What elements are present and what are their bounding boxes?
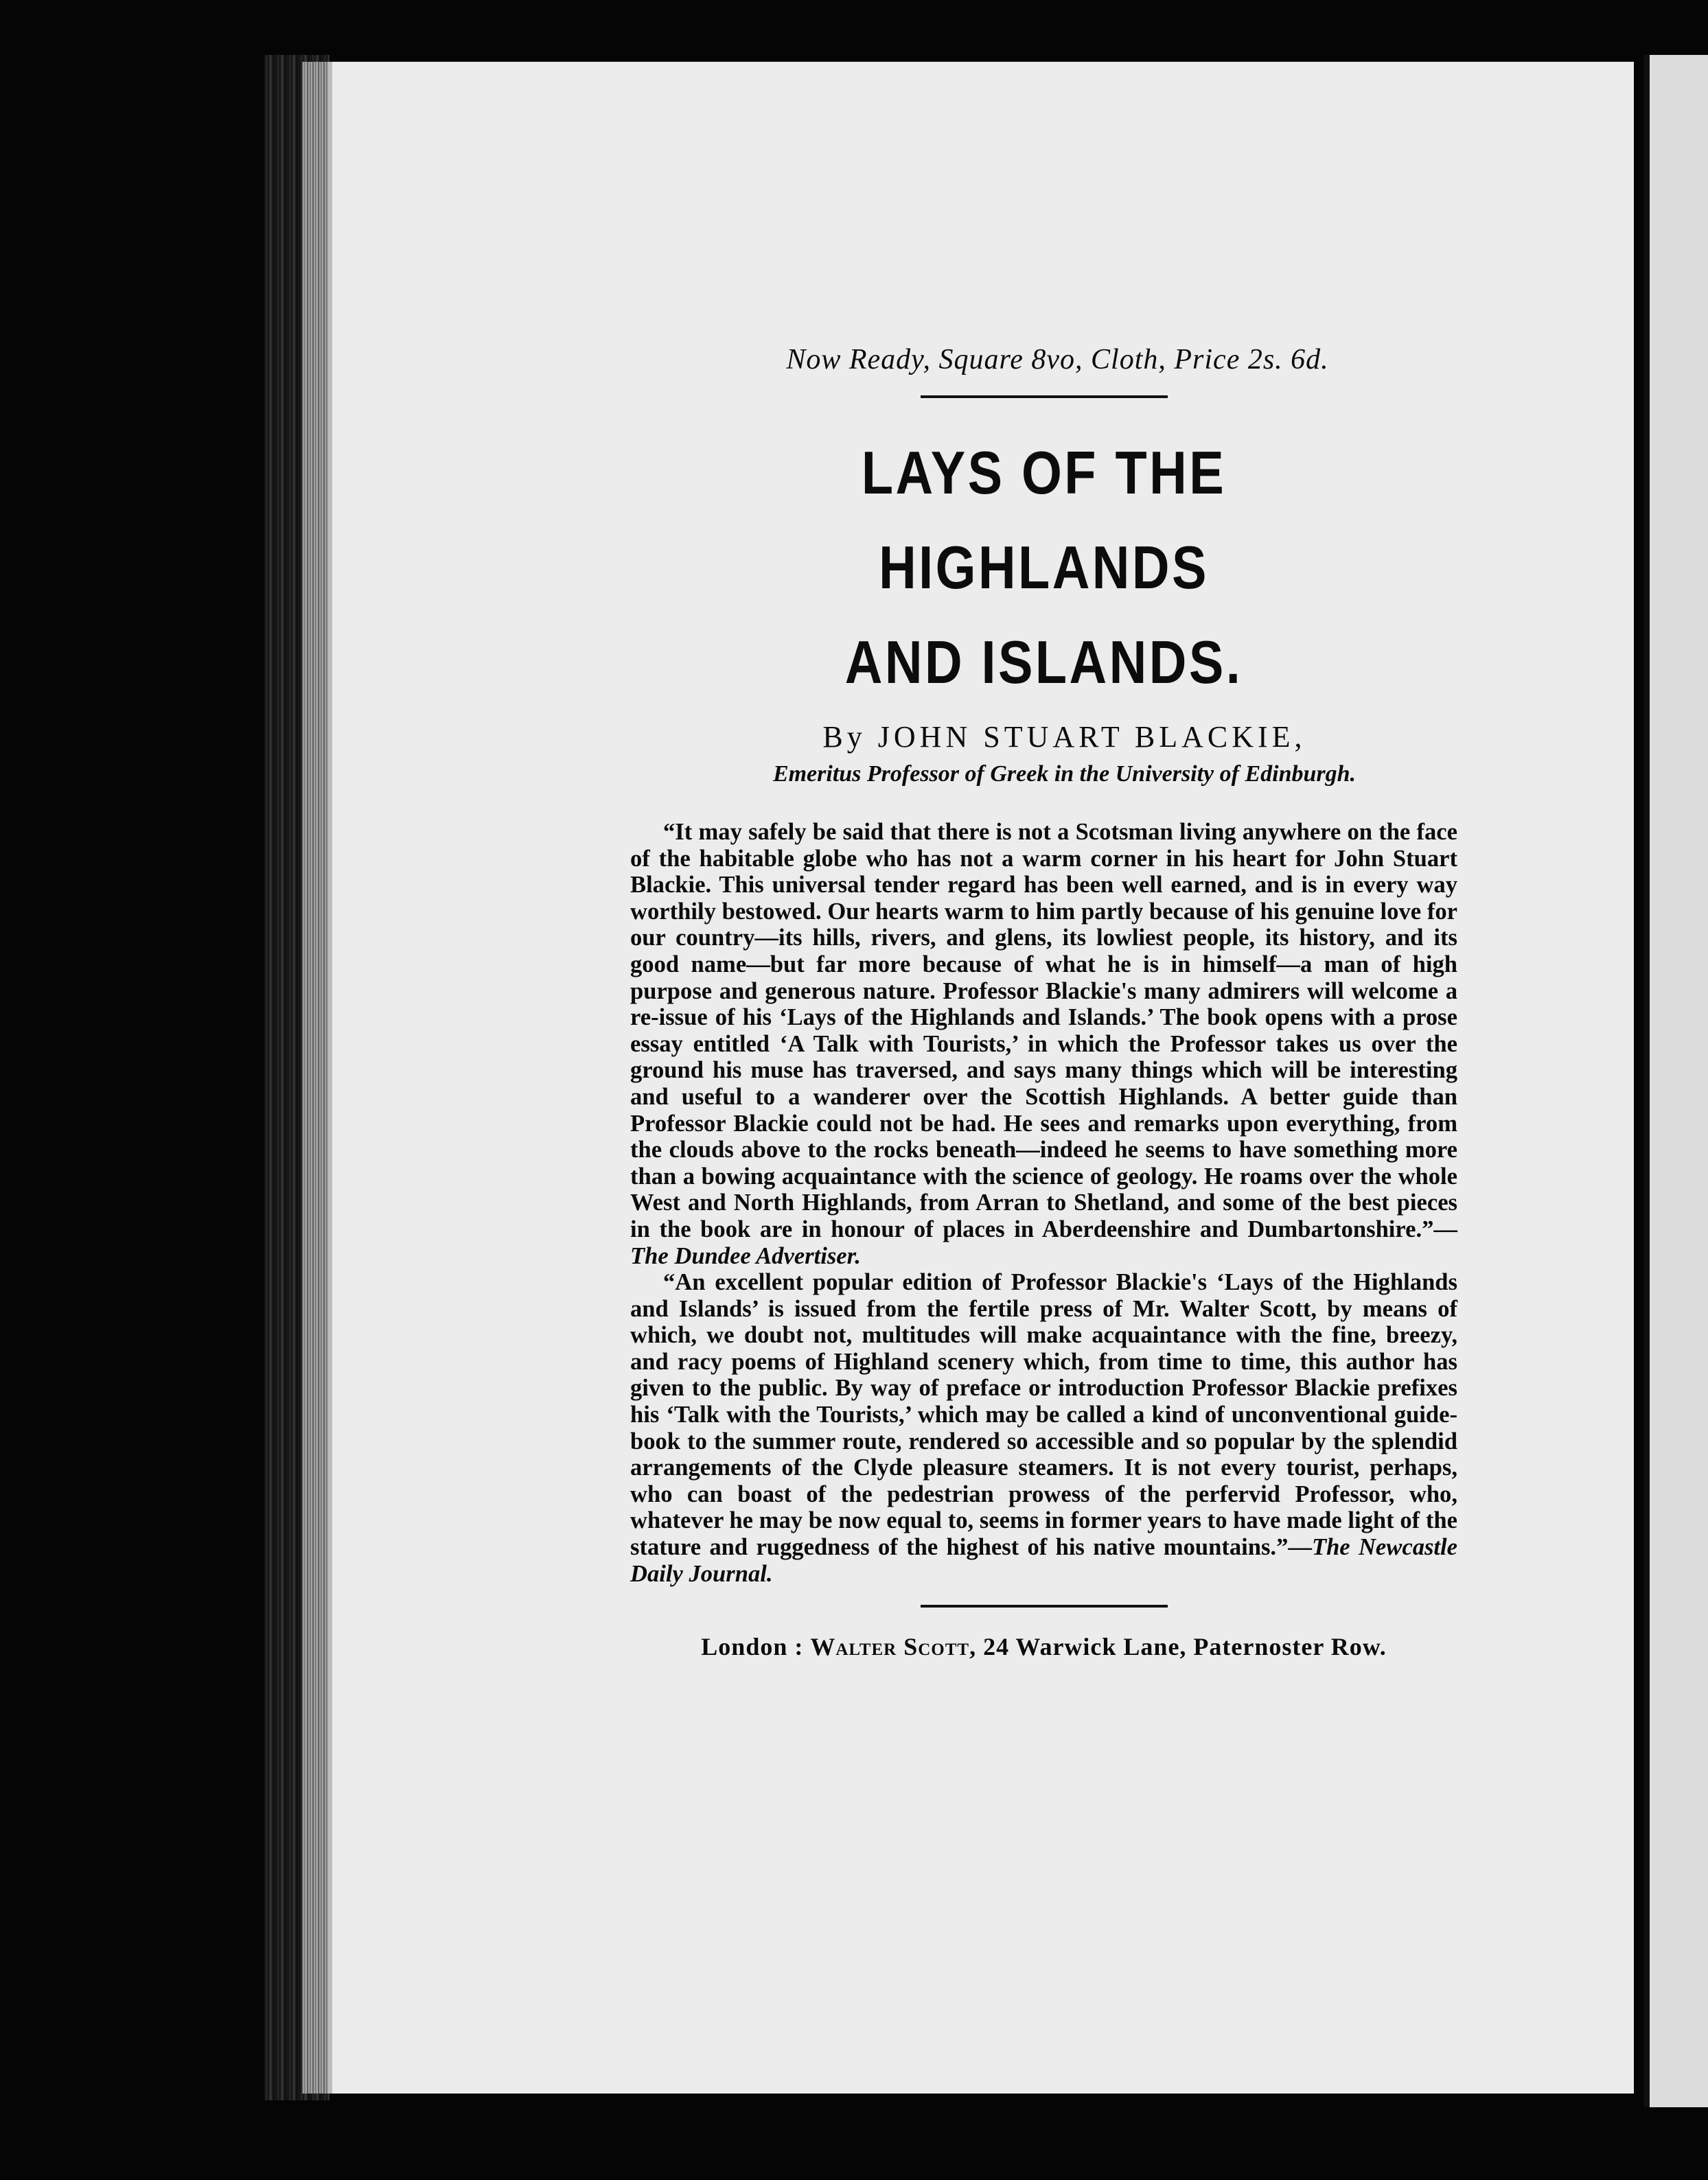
- book-title-line-1: LAYS OF THE HIGHLANDS: [861, 439, 1227, 601]
- adjacent-page: [1644, 55, 1708, 2107]
- review-text: “It may safely be said that there is not a Scotsman living anywhere on the face of the habitable globe who has not a warm corner in his heart for John Stuart Blackie. This universal tender regard has been well earned, and is in every way worthily bestowed. Our hearts warm to him partly because of his genuine love for our country—its hills, rivers, and glens, its lowliest people, its history, and its good name—but far more because of what he is in himself—a man of high purpose and generous nature. Professor Blackie's many admirers will welcome a re-issue of his ‘Lays of the Highlands and Islands.’ The book opens with a prose essay entitled ‘A Talk with Tourists,’ in which the Professor takes us over the ground his muse has traversed, and says many things which will be interesting and useful to a wanderer over the Scottish Highlands. A better guide than Professor Blackie could not be had. He sees and remarks upon everything, from the clouds above to the rocks beneath—indeed he seems to have something more than a bowing acquaintance with the science of geology. He roams over the whole West and North Highlands, from Arran to Shetland, and some of the best pieces in the book are in honour of places in Aberdeenshire and Dumbartonshire.”—: [630, 819, 1457, 1242]
- review-quote-1: [630, 819, 1457, 1269]
- publisher-name: Walter Scott: [810, 1633, 970, 1661]
- publisher-address: , 24 Warwick Lane, Paternoster Row.: [969, 1633, 1387, 1661]
- author-byline: By JOHN STUART BLACKIE,: [822, 720, 1306, 754]
- publisher-imprint: [630, 1632, 1457, 1661]
- book-title-line-2: AND ISLANDS.: [844, 628, 1243, 696]
- advertisement-content: [630, 343, 1457, 1686]
- page-edges: [302, 62, 330, 2094]
- review-quote-2: [630, 1269, 1457, 1587]
- author-credentials: Emeritus Professor of Greek in the University of Edinburgh.: [772, 761, 1357, 787]
- announcement-line: Now Ready, Square 8vo, Cloth, Price 2s. 6d.: [786, 344, 1329, 375]
- review-source: The Dundee Advertiser.: [630, 1242, 861, 1269]
- review-text: “An excellent popular edition of Professor Blackie's ‘Lays of the Highlands and Islands’ is issued from the fertile press of Mr. Walter Scott, by means of which, we doubt not, multitudes will make acquaintance with the fine, breezy, and racy poems of Highland scenery which, from time to time, this author has given to the public. By way of preface or introduction Professor Blackie prefixes his ‘Talk with the Tourists,’ which may be called a kind of unconventional guide-book to the summer route, rendered so accessible and so popular by the splendid arrangements of the Clyde pleasure steamers. It is not every tourist, perhaps, who can boast of the pedestrian prowess of the perfervid Professor, who, whatever he may be now equal to, seems in former years to have made light of the stature and ruggedness of the highest of his native mountains.”—: [630, 1269, 1457, 1561]
- imprint-prefix: London :: [701, 1633, 811, 1661]
- top-rule: [921, 395, 1168, 398]
- bottom-rule: [921, 1605, 1168, 1608]
- review-source: The Newcastle Daily Journal.: [630, 1534, 1457, 1587]
